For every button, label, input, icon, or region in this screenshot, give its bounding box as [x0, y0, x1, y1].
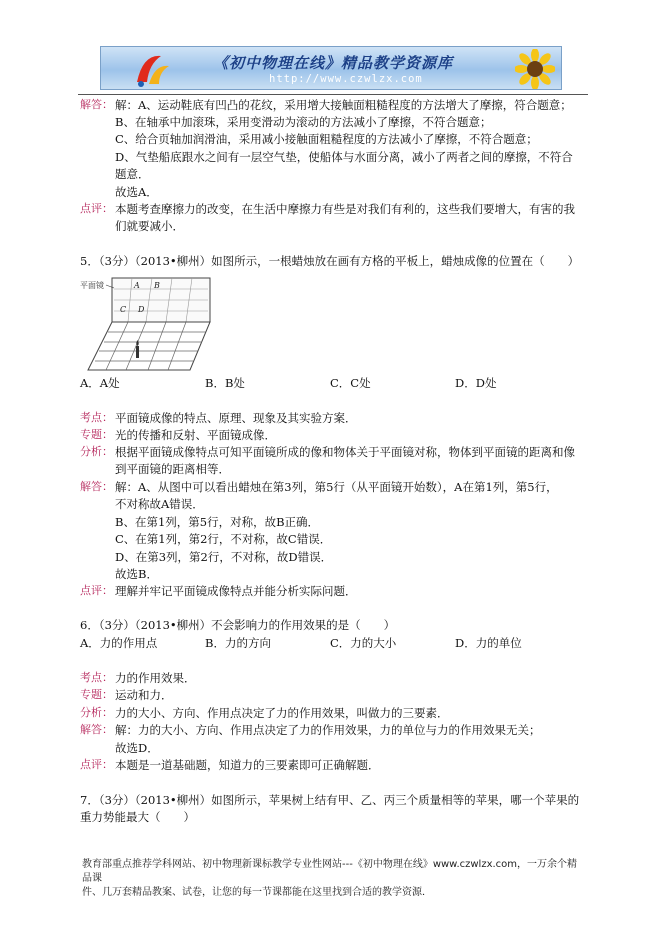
q6-kaodian-label: 考点： [80, 671, 113, 684]
q5-option-b: B．B处 [205, 376, 245, 390]
q6-option-b: B．力的方向 [205, 636, 271, 650]
q5-option-c: C．C处 [330, 376, 371, 390]
q4-answer-line: C、给合页轴加润滑油，采用减小接触面粗糙程度的方法减小了摩擦，不符合题意； [115, 132, 538, 146]
q6-stem: 6．（3分）（2013•柳州）不会影响力的作用效果的是（ ） [80, 618, 396, 632]
mark-c: C [120, 305, 127, 314]
mark-b: B [154, 281, 160, 290]
mark-d: D [138, 305, 145, 314]
site-title: 《初中物理在线》精品教学资源库 [213, 54, 454, 72]
q5-option-d: D．D处 [455, 376, 497, 390]
q5-fenxi-label: 分析： [80, 445, 113, 458]
site-url[interactable]: http://www.czwlzx.com [269, 73, 423, 85]
q5-zhuanti-label: 专题： [80, 428, 113, 441]
q4-answer-line: 题意． [115, 167, 150, 181]
q4-comment-label: 点评： [80, 202, 113, 215]
q6-fenxi: 力的大小、方向、作用点决定了力的作用效果，叫做力的三要素． [115, 706, 449, 720]
q5-comment-label: 点评： [80, 584, 113, 597]
q6-zhuanti-label: 专题： [80, 688, 113, 701]
q7-stem-line: 重力势能最大（ ） [80, 810, 195, 824]
q6-fenxi-label: 分析： [80, 706, 113, 719]
q5-fenxi-line: 到平面镜的距离相等． [115, 462, 230, 476]
q6-option-d: D．力的单位 [455, 636, 522, 650]
q5-comment: 理解并牢记平面镜成像特点并能分析实际问题． [115, 584, 357, 598]
q6-option-c: C．力的大小 [330, 636, 397, 650]
q4-answer-line: B、在轴承中加滚珠，采用变滑动为滚动的方法减小了摩擦，不符合题意； [115, 115, 492, 129]
q6-answer-line: 故选D． [115, 741, 159, 755]
q4-answer-line: 故选A． [115, 185, 158, 199]
q7-stem-line: 7．（3分）（2013•柳州）如图所示，苹果树上结有甲、乙、丙三个质量相等的苹果，哪一个苹果的 [80, 793, 580, 807]
footer-line: 教育部重点推荐学科网站、初中物理新课标教学专业性网站---《初中物理在线》www.czwlzx.com，一万余个精品课 [82, 859, 578, 884]
q5-answer-line: 解：A、从图中可以看出蜡烛在第3列，第5行（从平面镜开始数），A在第1列，第5行， [115, 480, 558, 494]
site-logo-icon [131, 50, 173, 88]
footer-line: 件、几万套精品教案、试卷，让您的每一节课都能在这里找到合适的教学资源． [82, 887, 432, 898]
q4-answer-line: 解：A、运动鞋底有凹凸的花纹，采用增大接触面粗糙程度的方法增大了摩擦，符合题意； [115, 98, 572, 112]
q5-answer-line: B、在第1列，第5行，对称，故B正确． [115, 515, 320, 529]
q5-option-a: A．A处 [80, 376, 120, 390]
q5-fenxi-line: 根据平面镜成像特点可知平面镜所成的像和物体关于平面镜对称，物体到平面镜的距离和像 [115, 445, 575, 459]
q6-comment: 本题是一道基础题，知道力的三要素即可正确解题． [115, 758, 380, 772]
q5-answer-line: D、在第3列，第2行，不对称，故D错误． [115, 550, 333, 564]
q5-answer-line: 故选B． [115, 567, 158, 581]
q4-comment-line: 本题考查摩擦力的改变，在生活中摩擦力有些是对我们有利的，这些我们要增大，有害的我 [115, 202, 575, 216]
q6-zhuanti: 运动和力． [115, 688, 173, 702]
q5-answer-line: C、在第1列，第2行，不对称，故C错误． [115, 532, 332, 546]
candle-icon [136, 340, 139, 358]
q4-answer-line: D、气垫船底跟水之间有一层空气垫，使船体与水面分离，减小了两者之间的摩擦，不符合 [115, 150, 573, 164]
q6-kaodian: 力的作用效果． [115, 671, 196, 685]
mark-a: A [134, 281, 140, 290]
footer [82, 858, 587, 900]
q5-stem: 5．（3分）（2013•柳州）如图所示，一根蜡烛放在画有方格的平板上，蜡烛成像的位置在（ ） [80, 254, 580, 268]
q5-figure [80, 276, 230, 372]
q4-comment-line: 们就要减小． [115, 219, 184, 233]
q6-comment-label: 点评： [80, 758, 113, 771]
header-rule [78, 94, 588, 95]
mirror-label: 平面镜 [80, 281, 104, 290]
q6-answer-line: 解：力的大小、方向、作用点决定了力的作用效果，力的单位与力的作用效果无关； [115, 723, 541, 737]
header-banner [100, 46, 562, 90]
q5-zhuanti: 光的传播和反射、平面镜成像． [115, 428, 276, 442]
q5-kaodian-label: 考点： [80, 411, 113, 424]
q6-option-a: A．力的作用点 [80, 636, 158, 650]
q4-answer-label: 解答： [80, 98, 113, 111]
q5-answer-line: 不对称故A错误． [115, 497, 204, 511]
q5-answer-label: 解答： [80, 480, 113, 493]
sunflower-icon [515, 49, 555, 89]
q5-kaodian: 平面镜成像的特点、原理、现象及其实验方案． [115, 411, 357, 425]
q6-answer-label: 解答： [80, 723, 113, 736]
